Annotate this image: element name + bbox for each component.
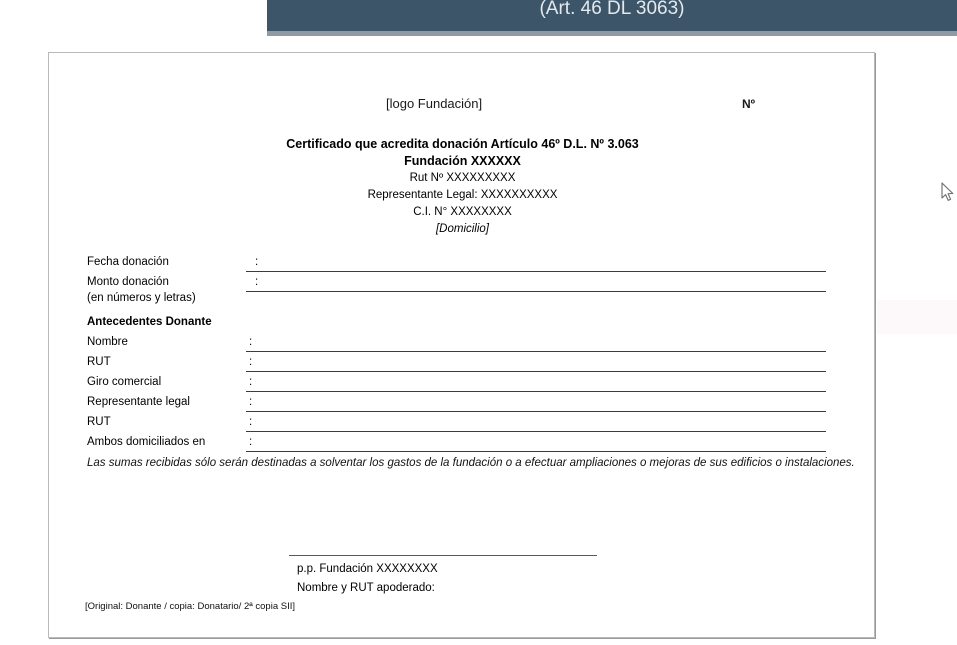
colon-representante-legal: :: [249, 396, 253, 408]
colon-fecha-donacion: :: [255, 256, 259, 268]
foundation-ci-line: C.I. N° XXXXXXXX: [413, 206, 512, 218]
banner-subtitle: (Art. 46 DL 3063): [539, 0, 685, 19]
signature-caption-foundation: p.p. Fundación XXXXXXXX: [297, 563, 438, 575]
domicile-italic-text: [Domicilio]: [435, 223, 490, 235]
colon-nombre: :: [249, 336, 253, 348]
field-line-ambos-domiciliados[interactable]: [246, 451, 826, 452]
field-line-representante-legal[interactable]: [246, 411, 826, 412]
field-line-nombre[interactable]: [246, 351, 826, 352]
certificate-document: [48, 52, 875, 638]
declaration-paragraph: Las sumas recibidas sólo serán destinadas a solventar los gastos de la fundación o a efectuar ampliaciones o mejoras de sus edificios o instalaciones.: [87, 457, 855, 469]
label-monto-donacion-sub: (en números y letras): [87, 292, 196, 304]
label-representante-legal: Representante legal: [87, 396, 190, 408]
document-subtitle: Fundación XXXXXX: [404, 154, 521, 168]
label-rut-representante: RUT: [87, 416, 111, 428]
label-fecha-donacion: Fecha donación: [87, 256, 169, 268]
section-heading-antecedentes-donante: Antecedentes Donante: [87, 316, 212, 328]
foundation-rut-line: Rut Nº XXXXXXXXX: [409, 172, 516, 184]
field-line-rut-representante[interactable]: [246, 431, 826, 432]
field-line-fecha-donacion[interactable]: [246, 271, 826, 272]
label-monto-donacion: Monto donación: [87, 276, 169, 288]
colon-rut-donante: :: [249, 356, 253, 368]
copies-distribution-note: [Original: Donante / copia: Donatario/ 2ª copia SII]: [85, 601, 295, 612]
colon-giro-comercial: :: [249, 376, 253, 388]
field-line-giro-comercial[interactable]: [246, 391, 826, 392]
document-title: Certificado que acredita donación Artículo 46º D.L. Nº 3.063: [286, 137, 639, 151]
numero-label: Nº: [742, 97, 756, 111]
field-line-rut-donante[interactable]: [246, 371, 826, 372]
signature-line: [289, 555, 597, 556]
label-nombre: Nombre: [87, 336, 128, 348]
top-banner: [267, 0, 957, 31]
colon-ambos-domiciliados: :: [249, 436, 253, 448]
banner-bottom-strip: [267, 31, 957, 36]
logo-placeholder: [logo Fundación]: [386, 96, 483, 111]
label-rut-donante: RUT: [87, 356, 111, 368]
signature-caption-apoderado: Nombre y RUT apoderado:: [297, 582, 435, 594]
right-margin-tint: [877, 300, 957, 334]
mouse-cursor-icon: [941, 182, 955, 202]
colon-rut-representante: :: [249, 416, 253, 428]
foundation-domicile-line: [49, 223, 876, 235]
foundation-representative-line: Representante Legal: XXXXXXXXXX: [367, 189, 558, 201]
field-line-monto-donacion[interactable]: [246, 291, 826, 292]
label-ambos-domiciliados: Ambos domiciliados en: [87, 436, 206, 448]
colon-monto-donacion: :: [255, 276, 259, 288]
label-giro-comercial: Giro comercial: [87, 376, 162, 388]
